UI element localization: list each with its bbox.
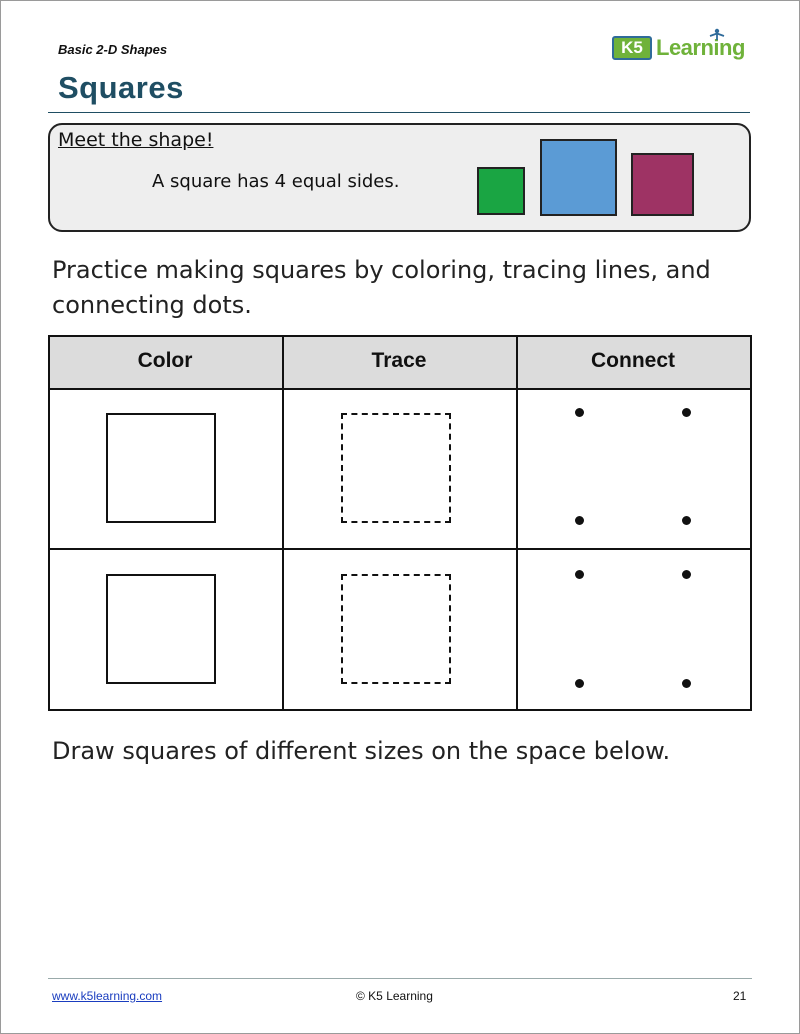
connect-dot[interactable] [682,679,691,688]
connect-dot[interactable] [682,516,691,525]
worksheet-subject: Basic 2-D Shapes [58,42,168,57]
connect-dot[interactable] [682,408,691,417]
logo-badge: K5 [612,36,652,60]
title-divider [48,112,750,113]
table-border-left [48,335,50,711]
page-number: 21 [733,989,747,1003]
table-border-col1 [282,335,284,711]
connect-dot[interactable] [575,408,584,417]
example-square-green [477,167,525,215]
footer-divider [48,978,752,979]
header-connect: Connect [591,349,675,372]
connect-dot[interactable] [575,679,584,688]
color-square-2[interactable] [106,574,216,684]
footer-website-link[interactable]: www.k5learning.com [52,989,163,1003]
practice-table [48,335,752,711]
draw-prompt: Draw squares of different sizes on the space below. [52,737,671,765]
table-border-row [48,548,752,550]
square-definition: A square has 4 equal sides. [152,171,400,192]
logo-figure-icon [708,28,726,42]
table-border-top [48,335,752,337]
k5-learning-logo[interactable] [612,28,754,68]
table-border-right [750,335,752,711]
logo-word: Learning [656,35,745,60]
connect-dot[interactable] [575,516,584,525]
color-square-1[interactable] [106,413,216,523]
header-color: Color [137,349,193,372]
connect-dot[interactable] [682,570,691,579]
header-trace: Trace [371,349,427,372]
trace-square-2[interactable] [341,574,451,684]
table-border-header [48,388,752,390]
table-border-bottom [48,709,752,711]
trace-square-1[interactable] [341,413,451,523]
practice-instructions: Practice making squares by coloring, tracing lines, and connecting dots. [52,256,711,319]
example-square-purple [631,153,694,216]
table-border-col2 [516,335,518,711]
connect-dot[interactable] [575,570,584,579]
meet-the-shape-heading: Meet the shape! [58,129,214,151]
example-square-blue [540,139,617,216]
page-title: Squares [58,70,184,105]
footer-copyright: © K5 Learning [356,989,433,1003]
